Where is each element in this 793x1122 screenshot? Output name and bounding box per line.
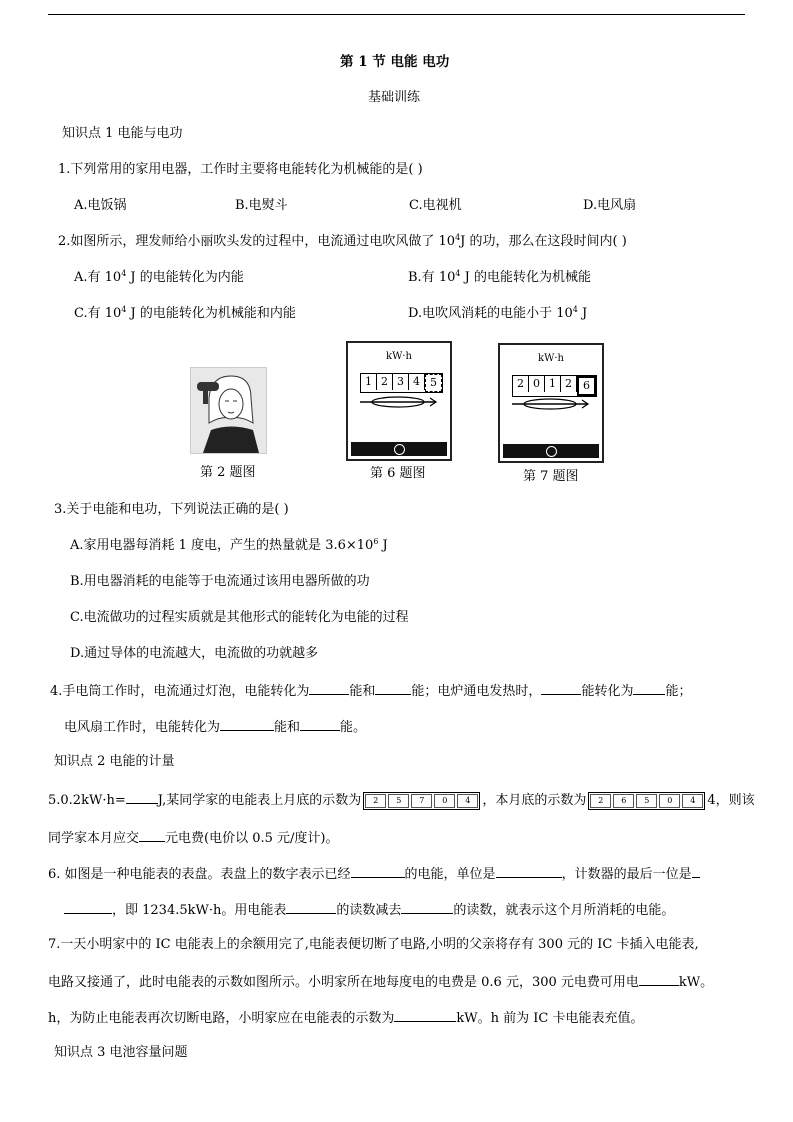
q6-line1: 6. 如图是一种电能表的表盘。表盘上的数字表示已经 的电能，单位是 ，计数器的最后一位是 — [48, 865, 700, 883]
section-subtitle: 基础训练 — [368, 90, 421, 105]
q4-line1: 4.手电筒工作时，电流通过灯泡，电能转化为 能和 能；电炉通电发热时， 能转化为 能； — [50, 684, 692, 699]
q1-stem: 1.下列常用的家用电器，工作时主要将电能转化为机械能的是( ) — [58, 162, 423, 177]
meter6-digit: 4 — [409, 374, 425, 390]
meter7-digit: 6 — [577, 376, 596, 396]
q1-option-a: A.电饭锅 — [74, 198, 127, 213]
q2-option-a: A.有 $10^4$ J 的电能转化为内能 — [74, 269, 244, 285]
q7-line3: h，为防止电能表再次切断电路，小明家应在电能表的示数为 kW。h 前为 IC 卡电能表充值。 — [48, 1011, 644, 1026]
q6-blank[interactable] — [692, 865, 700, 878]
meter6-screw-icon — [394, 444, 405, 455]
meter7-unit: kW·h — [538, 353, 564, 364]
q6-blank[interactable] — [351, 865, 405, 878]
q7-line1: 7.一天小明家中的 IC 电能表上的余额用完了,电能表便切断了电路,小明的父亲将存有 300 元的 IC 卡插入电能表, — [48, 937, 699, 952]
q7-blank[interactable] — [394, 1009, 456, 1022]
meter6-unit: kW·h — [386, 351, 412, 362]
q2-stem: 2.如图所示，理发师给小丽吹头发的过程中，电流通过电吹风做了 $10^4J$ 的功，那么在这段时间内( ) — [58, 233, 627, 249]
top-rule — [48, 14, 745, 15]
meter6-base — [351, 442, 447, 456]
meter7-base — [503, 444, 599, 458]
q1-option-c: C.电视机 — [409, 198, 462, 213]
meter7-digits — [512, 375, 597, 397]
section-title: 第 1 节 电能 电功 — [340, 54, 450, 70]
meter7-disc-icon — [510, 397, 590, 411]
q6-blank[interactable] — [64, 901, 112, 914]
q1-option-b: B.电熨斗 — [235, 198, 288, 213]
meter7-digit: 0 — [529, 376, 545, 392]
q4-blank[interactable] — [541, 682, 581, 695]
q5-blank[interactable] — [126, 791, 158, 804]
q5-blank[interactable] — [139, 829, 165, 842]
meter-fig7 — [498, 343, 604, 463]
fig7-caption: 第 7 题图 — [523, 469, 579, 484]
meter6-digits — [360, 373, 443, 393]
knowledge-point-3: 知识点 3 电池容量问题 — [54, 1045, 188, 1060]
q3-option-d: D.通过导体的电流越大，电流做的功就越多 — [70, 646, 319, 661]
q6-line2: ，即 1234.5kW·h。用电能表 的读数减去 的读数，就表示这个月所消耗的电能。 — [64, 901, 674, 919]
q4-blank[interactable] — [375, 682, 411, 695]
q7-line2: 电路又接通了，此时电能表的示数如图所示。小明家所在地每度电的电费是 0.6 元，300 元电费可用电 kW。 — [48, 975, 714, 990]
meter7-screw-icon — [546, 446, 557, 457]
meter7-digit: 2 — [561, 376, 577, 392]
q3-option-a: A.家用电器每消耗 1 度电，产生的热量就是 $3.6\times 10^6$ J — [70, 537, 388, 553]
q4-blank[interactable] — [220, 718, 274, 731]
q4-blank[interactable] — [309, 682, 349, 695]
fig6-caption: 第 6 题图 — [370, 466, 426, 481]
meter-fig6 — [346, 341, 452, 461]
q6-blank[interactable] — [286, 901, 336, 914]
q5-meter-this-month: 2 6 5 0 4 — [588, 792, 705, 810]
knowledge-point-2: 知识点 2 电能的计量 — [54, 754, 175, 769]
meter6-digit: 5 — [425, 374, 442, 392]
meter6-digit: 2 — [377, 374, 393, 390]
q2-option-d: D.电吹风消耗的电能小于 $10^4$ J — [408, 305, 588, 321]
meter7-digit: 1 — [545, 376, 561, 392]
q5-line1: 5.0.2kW·h= J,某同学家的电能表上月底的示数为 2 5 7 0 4 ，本月底的示数为 2 6 5 0 4 4，则该 — [48, 793, 755, 808]
meter6-digit: 3 — [393, 374, 409, 390]
meter7-digit: 2 — [513, 376, 529, 392]
q1-option-d: D.电风扇 — [583, 198, 637, 213]
q6-blank[interactable] — [401, 901, 453, 914]
q3-option-c: C.电流做功的过程实质就是其他形式的能转化为电能的过程 — [70, 610, 409, 625]
hair-dryer-figure — [190, 367, 267, 454]
q4-blank[interactable] — [300, 718, 340, 731]
q5-meter-last-month: 2 5 7 0 4 — [363, 792, 480, 810]
q6-blank[interactable] — [496, 865, 562, 878]
q4-line2: 电风扇工作时，电能转化为 能和 能。 — [64, 720, 367, 735]
q5-line2: 同学家本月应交 元电费(电价以 0.5 元/度计)。 — [48, 831, 339, 846]
q2-option-c: C.有 $10^4$ J 的电能转化为机械能和内能 — [74, 305, 296, 321]
knowledge-point-1: 知识点 1 电能与电功 — [62, 126, 183, 141]
q3-option-b: B.用电器消耗的电能等于电流通过该用电器所做的功 — [70, 574, 370, 589]
fig2-caption: 第 2 题图 — [200, 465, 256, 480]
hair-dryer-illustration — [191, 368, 266, 453]
q7-blank[interactable] — [639, 973, 679, 986]
q3-stem: 3.关于电能和电功，下列说法正确的是( ) — [54, 502, 289, 517]
meter6-digit: 1 — [361, 374, 377, 390]
q2-option-b: B.有 $10^4$ J 的电能转化为机械能 — [408, 269, 591, 285]
meter6-disc-icon — [358, 395, 438, 409]
q4-blank[interactable] — [633, 682, 665, 695]
